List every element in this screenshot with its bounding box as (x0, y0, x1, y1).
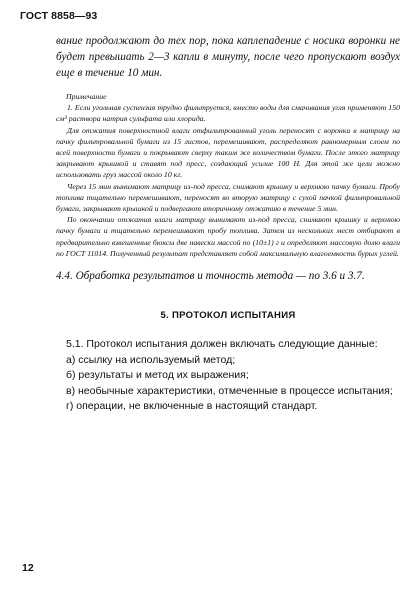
protocol-section (56, 337, 400, 415)
protocol-item-b: б) результаты и метод их выражения; (66, 369, 249, 382)
note-paragraph-3: Через 15 мин вынимают матрицу из-под пресса, снимают крышку и верхнюю пачку бумаги. Пробу топлива тщательно перемешивают, переносят во вторую матрицу с сухой пачкой фильтровальной бумаги, закрывают крышкой и подвергают вторичному отжатию в течение 5 мин. (56, 181, 400, 214)
continuation-paragraph: вание продолжают до тех пор, пока каплепадение с носика воронки не будет превышать 2—3 капли в минуту, после чего пропускают воздух еще в течение 10 мин. (56, 35, 400, 79)
protocol-item-a: а) ссылку на используемый метод; (66, 353, 236, 366)
protocol-intro: 5.1. Протокол испытания должен включать следующие данные: (66, 338, 378, 351)
page-body (56, 33, 400, 415)
page-number: 12 (22, 562, 34, 574)
note-paragraph-1: 1. Если угольная суспензия трудно фильтруется, вместо воды для смачивания угля применяют 150 см³ раствора натрия сульфата или хлорида. (56, 103, 400, 124)
standard-header: ГОСТ 8858—93 (20, 10, 98, 22)
protocol-item-c: в) необычные характеристики, отмеченные в процессе испытания; (66, 384, 393, 397)
section-5-title: 5. ПРОТОКОЛ ИСПЫТАНИЯ (160, 310, 296, 322)
section-4-4: 4.4. Обработка результатов и точность метода — по 3.6 и 3.7. (56, 270, 365, 283)
note-paragraph-4: По окончании отжатия влаги матрицу вынимают из-под пресса, снимают крышку и верхнюю пачку бумаги и тщательно перемешивают пробу топлива. Затем из нескольких мест отбирают в предварительно взвешенные бюксы две навески массой по (10±1) г и определяют массовую долю влаги по ГОСТ 11014. Полученный результат представляет собой максимальную влагоемкость бурых углей. (56, 215, 400, 258)
note-heading: Примечание (66, 92, 107, 101)
note-paragraph-2: Для отжатия поверхностной влаги отфильтрованный уголь переносят с воронки в матрицу на пачку фильтровальной бумаги из 15 листов, перемешивают, распределяют равномерным слоем по всей поверхности бумаги и покрывают сверху таким же количеством бумаги. После этого матрицу закрывают крышкой и ставят под пресс, создающий усилие 100 Н. Для этой же цели можно использовать груз массой около 10 кг. (56, 125, 400, 180)
protocol-item-d: г) операции, не включенные в настоящий стандарт. (66, 400, 318, 413)
